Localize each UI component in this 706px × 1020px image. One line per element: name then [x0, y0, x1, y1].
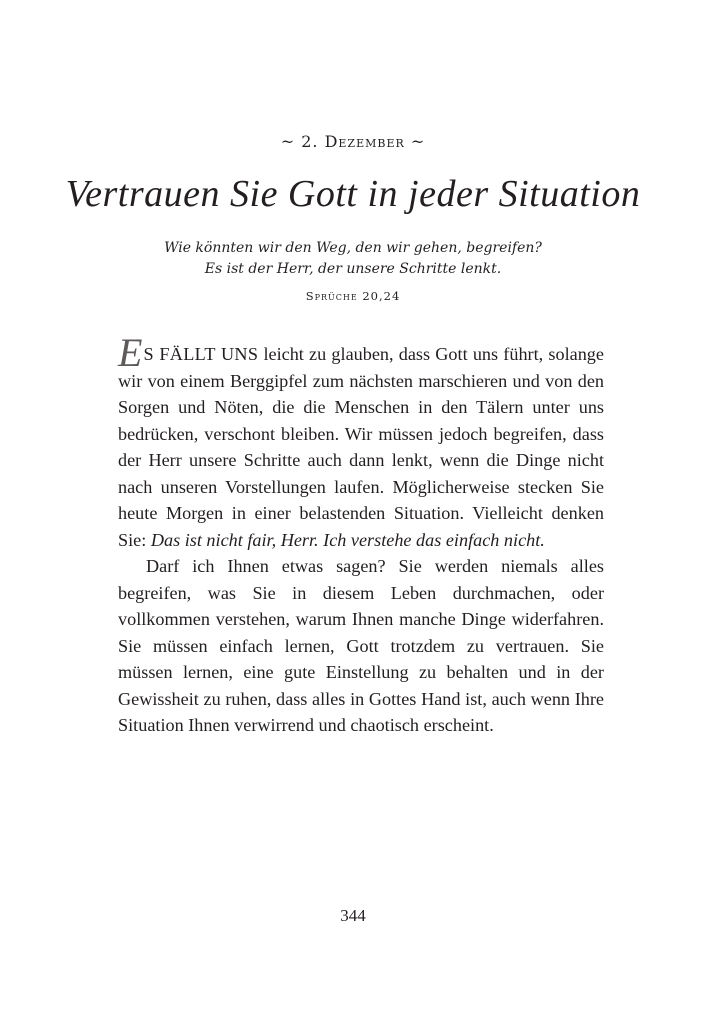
devotional-date [0, 132, 706, 151]
verse-line-2: Es ist der Herr, der unsere Schritte lenkt. [204, 261, 502, 277]
page-number: 344 [340, 906, 366, 925]
date-text: 2. Dezember [301, 132, 405, 151]
date-prefix: ~ [280, 132, 302, 151]
scripture-reference: Sprüche 20,24 [305, 289, 401, 303]
paragraph-1 [118, 330, 604, 553]
verse-line-1: Wie könnten wir den Weg, den wir gehen, begreifen? [164, 240, 542, 256]
paragraph-1-text: leicht zu glauben, dass Gott uns führt, solange wir von einem Berggipfel zum nächsten marschieren und von den Sorgen und Nöten, die die Menschen in den Tälern unter uns bedrücken, verschont bleiben. Wir müssen jedoch begreifen, dass der Herr unsere Schritte auch dann lenkt, wenn die Dinge nicht nach unseren Vorstellungen laufen. Möglicherweise stecken Sie heute Morgen in einer belastenden Situation. Vielleicht denken Sie: [118, 344, 604, 550]
scripture-verse [0, 238, 706, 280]
page-title: Vertrauen Sie Gott in jeder Situation [65, 173, 641, 215]
paragraph-1-italic: Das ist nicht fair, Herr. Ich verstehe das einfach nicht. [150, 529, 545, 550]
lead-in: S FÄLLT UNS [143, 344, 259, 364]
paragraph-2: Darf ich Ihnen etwas sagen? Sie werden niemals alles begreifen, was Sie in diesem Leben durchmachen, oder vollkommen verstehen, warum Ihnen manche Dinge widerfahren. Sie müssen einfach lernen, Gott trotzdem zu vertrauen. Sie müssen lernen, eine gute Einstellung zu behalten und in der Gewissheit zu ruhen, dass alles in Gottes Hand ist, auch wenn Ihre Situation Ihnen verwirrend und chaotisch erscheint. [118, 556, 604, 735]
date-suffix: ~ [404, 132, 426, 151]
drop-cap: E [118, 330, 143, 375]
body-text [118, 330, 604, 739]
